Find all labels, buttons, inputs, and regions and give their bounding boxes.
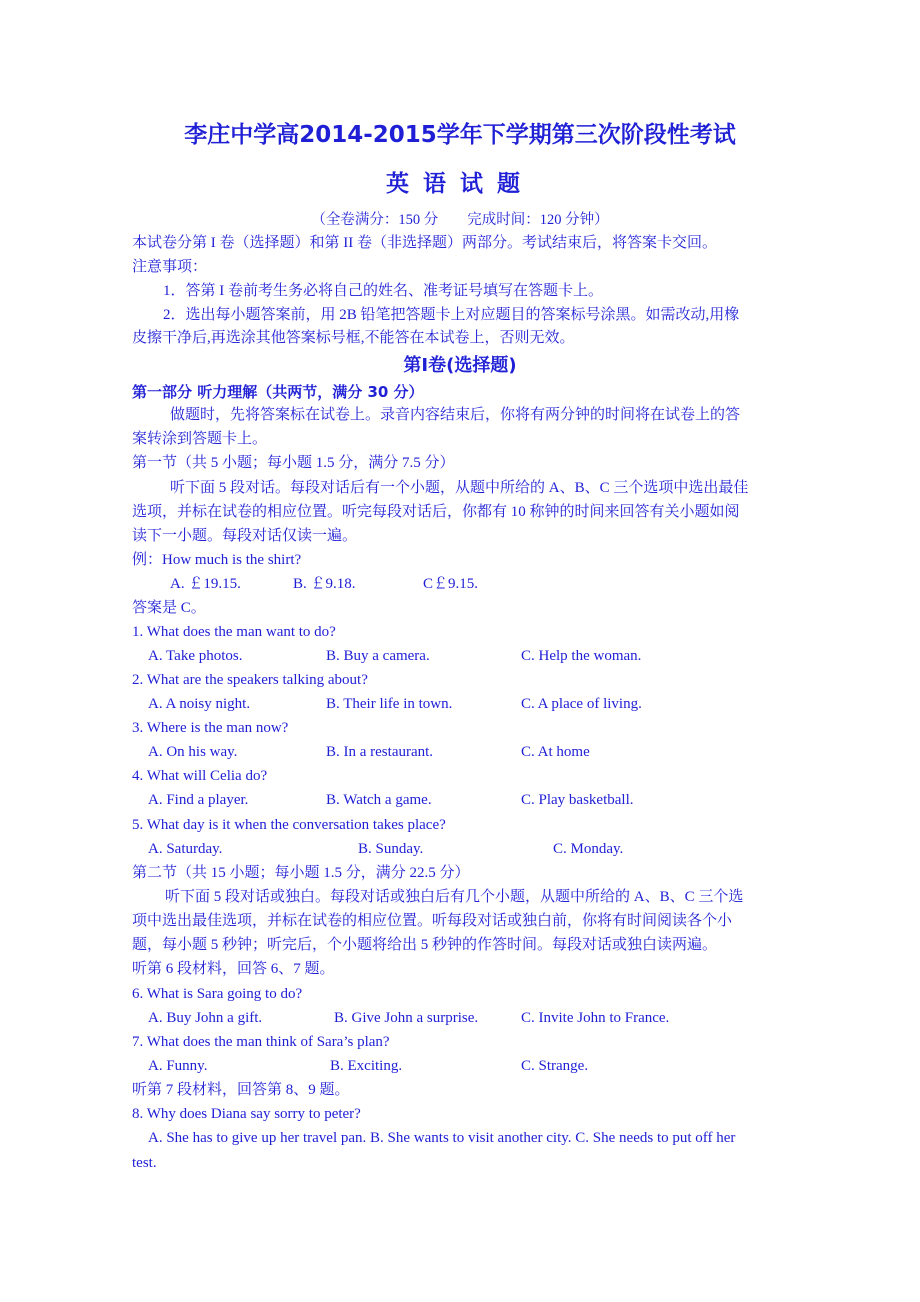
example-option-a: A. ￡19.15. [170,576,241,592]
q6-option-a: A. Buy John a gift. [148,1010,263,1026]
q1-option-a: A. Take photos. [148,648,243,664]
q6-option-c: C. Invite John to France. [521,1010,670,1026]
material-7-label: 听第 7 段材料，回答第 8、9 题。 [132,1082,350,1098]
question-4: 4. What will Celia do? [132,768,268,784]
q4-option-a: A. Find a player. [148,792,249,808]
question-7: 7. What does the man think of Sara’s plan? [132,1034,390,1050]
part1-heading: 第一部分 听力理解（共两节，满分 30 分） [132,383,424,401]
question-5: 5. What day is it when the conversation takes place? [132,817,446,833]
q5-option-c: C. Monday. [553,841,624,857]
q2-option-a: A. A noisy night. [148,696,251,712]
question-8: 8. Why does Diana say sorry to peter? [132,1106,361,1122]
part1-intro-cont: 案转涂到答题卡上。 [132,431,268,447]
question-6: 6. What is Sara going to do? [132,986,303,1002]
q7-option-a: A. Funny. [148,1058,208,1074]
sec1-instructions: 听下面 5 段对话。每段对话后有一个小题，从题中所给的 A、B、C 三个选项中选出最佳 [170,480,749,496]
example-answer: 答案是 C。 [132,600,206,616]
q2-option-c: C. A place of living. [521,696,642,712]
exam-subtitle: 英语试题 [386,171,534,197]
example-option-b: B. ￡9.18. [293,576,356,592]
sec1-instructions-3: 读下一小题。每段对话仅读一遍。 [132,528,358,544]
sec2-heading: 第二节（共 15 小题；每小题 1.5 分，满分 22.5 分） [132,865,470,881]
q8-options: A. She has to give up her travel pan. B. She wants to visit another city. C. She needs to put off her [148,1130,736,1146]
q7-option-b: B. Exciting. [330,1058,403,1074]
q4-option-c: C. Play basketball. [521,792,634,808]
sec2-instructions: 听下面 5 段对话或独白。每段对话或独白后有几个小题，从题中所给的 A、B、C 三个选 [165,889,744,905]
q5-option-b: B. Sunday. [358,841,424,857]
question-1: 1. What does the man want to do? [132,624,336,640]
example-option-c: C￡9.15. [423,576,479,592]
material-6-label: 听第 6 段材料，回答 6、7 题。 [132,961,335,977]
intro-text: 本试卷分第 I 卷（选择题）和第 II 卷（非选择题）两部分。考试结束后，将答案卡交回。 [132,235,717,251]
q1-option-c: C. Help the woman. [521,648,642,664]
notice-label: 注意事项： [132,259,208,275]
q4-option-b: B. Watch a game. [326,792,432,808]
q3-option-a: A. On his way. [148,744,238,760]
sec1-heading: 第一节（共 5 小题；每小题 1.5 分，满分 7.5 分） [132,455,455,471]
part1-intro: 做题时，先将答案标在试卷上。录音内容结束后，你将有两分钟的时间将在试卷上的答 [170,407,741,423]
q3-option-b: B. In a restaurant. [326,744,434,760]
question-2: 2. What are the speakers talking about? [132,672,368,688]
q2-option-b: B. Their life in town. [326,696,453,712]
score-time: （全卷满分：150 分 完成时间：120 分钟） [311,212,609,228]
q7-option-c: C. Strange. [521,1058,589,1074]
notice-2-cont: 皮擦干净后,再选涂其他答案标号框,不能答在本试卷上，否则无效。 [132,330,575,346]
q1-option-b: B. Buy a camera. [326,648,430,664]
sec2-instructions-2: 项中选出最佳选项，并标在试卷的相应位置。听每段对话或独白前，你将有时间阅读各个小 [132,913,733,929]
section-title: 第I卷(选择题) [403,355,517,376]
notice-2: 2．选出每小题答案前，用 2B 铅笔把答题卡上对应题目的答案标号涂黑。如需改动,用橡 [163,307,740,323]
notice-1: 1．答第 I 卷前考生务必将自己的姓名、准考证号填写在答题卡上。 [163,283,603,299]
exam-title: 李庄中学高2014-2015学年下学期第三次阶段性考试 [184,122,736,148]
q8-options-cont: test. [132,1155,157,1171]
sec2-instructions-3: 题，每小题 5 秒钟；听完后，个小题将给出 5 秒钟的作答时间。每段对话或独白读两遍。 [132,937,718,953]
q5-option-a: A. Saturday. [148,841,223,857]
sec1-instructions-2: 选项，并标在试卷的相应位置。听完每段对话后，你都有 10 称钟的时间来回答有关小题如阅 [132,504,740,520]
question-3: 3. Where is the man now? [132,720,289,736]
q6-option-b: B. Give John a surprise. [334,1010,479,1026]
q3-option-c: C. At home [521,744,590,760]
example-question: 例：How much is the shirt? [132,552,302,568]
